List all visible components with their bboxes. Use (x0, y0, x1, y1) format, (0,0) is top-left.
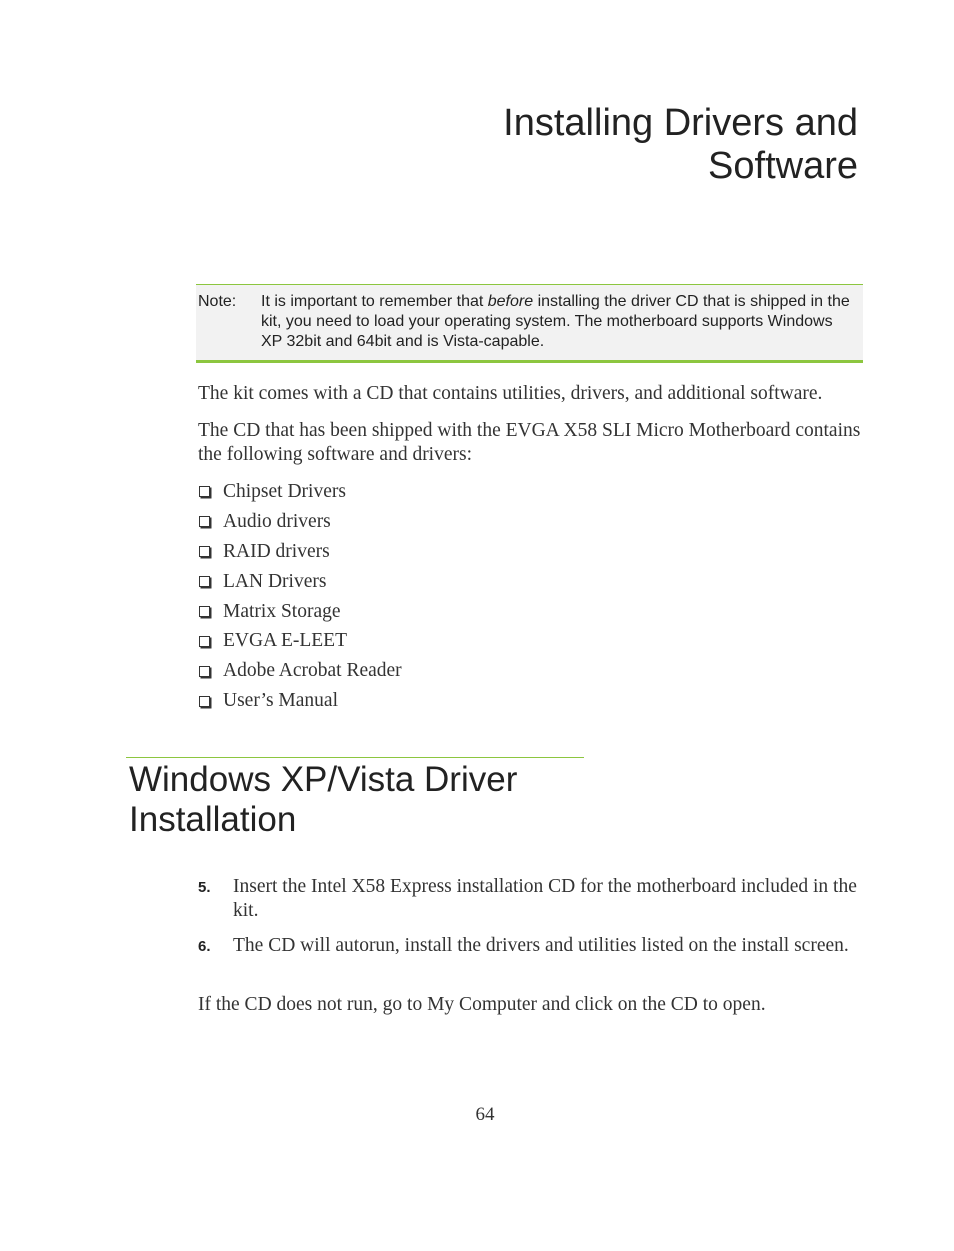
section-title-line-1: Windows XP/Vista Driver (129, 760, 518, 799)
step-text: Insert the Intel X58 Express installation CD for the motherboard included in the kit. (233, 876, 857, 921)
step-text: The CD will autorun, install the drivers and utilities listed on the install screen. (233, 935, 849, 956)
checkbox-bullet-icon (199, 486, 210, 497)
page-number: 64 (475, 1104, 495, 1125)
intro-paragraph-1: The kit comes with a CD that contains utilities, drivers, and additional software. (198, 383, 823, 404)
intro-paragraph-2: The CD that has been shipped with the EVGA X58 SLI Micro Motherboard contains the following software and drivers: (198, 420, 861, 465)
chapter-title-line-1: Installing Drivers and (503, 102, 858, 144)
step-number: 5. (198, 879, 211, 896)
list-item-label: LAN Drivers (223, 570, 327, 592)
note-text-emphasis: before (487, 293, 534, 310)
note-box (196, 284, 863, 363)
checkbox-bullet-icon (199, 696, 210, 707)
checkbox-bullet-icon (199, 516, 210, 527)
list-item (198, 537, 402, 567)
section-title (129, 760, 649, 840)
list-item (198, 507, 402, 537)
step-number: 6. (198, 938, 211, 955)
list-item-label: RAID drivers (223, 540, 330, 562)
chapter-title (338, 102, 858, 188)
chapter-title-line-2: Software (708, 145, 858, 187)
list-item-label: Matrix Storage (223, 600, 341, 622)
list-item (198, 626, 402, 656)
list-item-label: Audio drivers (223, 510, 331, 532)
step-item (198, 875, 863, 923)
step-item (198, 934, 863, 959)
list-item-label: EVGA E-LEET (223, 630, 348, 652)
checkbox-bullet-icon (199, 576, 210, 587)
note-label: Note: (198, 293, 237, 310)
software-list (198, 477, 402, 716)
checkbox-bullet-icon (199, 636, 210, 647)
note-text-before: It is important to remember that (261, 293, 488, 310)
section-title-line-2: Installation (129, 800, 297, 839)
list-item (198, 567, 402, 597)
note-text-after: installing the driver CD that is shipped in the kit, you need to load your operating system. The motherboard supports Windows XP 32bit and 64bit and is Vista-capable. (261, 293, 850, 350)
checkbox-bullet-icon (199, 666, 210, 677)
section-divider (126, 757, 584, 758)
checkbox-bullet-icon (199, 606, 210, 617)
list-item-label: Chipset Drivers (223, 480, 346, 502)
list-item (198, 656, 402, 686)
closing-paragraph: If the CD does not run, go to My Computer and click on the CD to open. (198, 994, 766, 1015)
list-item (198, 686, 402, 716)
list-item-label: User’s Manual (223, 690, 338, 712)
list-item (198, 597, 402, 627)
note-text (261, 292, 855, 352)
installation-steps (198, 875, 863, 970)
list-item (198, 477, 402, 507)
checkbox-bullet-icon (199, 546, 210, 557)
list-item-label: Adobe Acrobat Reader (223, 660, 402, 682)
